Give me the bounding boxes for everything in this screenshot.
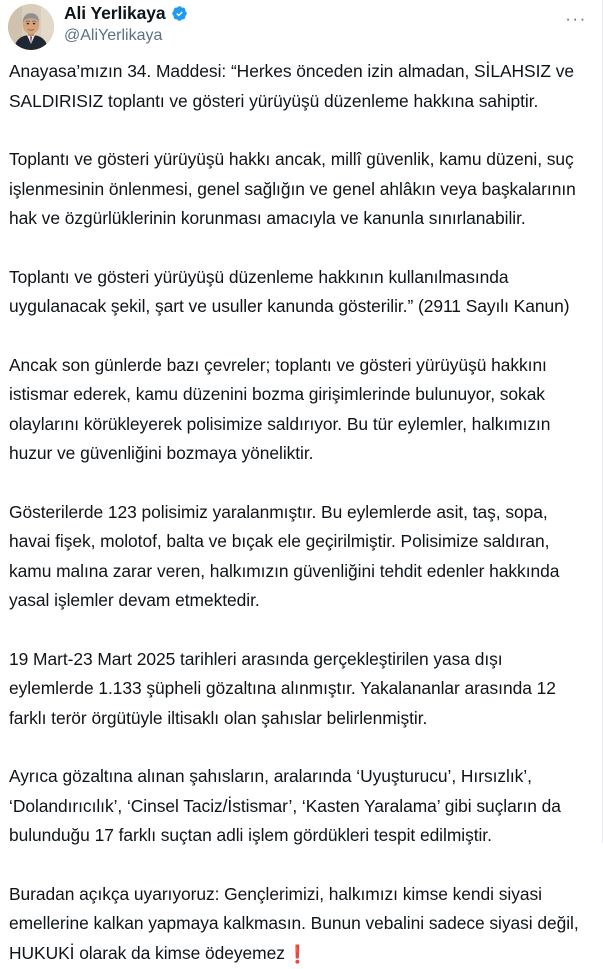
tweet-paragraph-final xyxy=(9,880,588,969)
paragraph-spacer xyxy=(9,234,588,263)
paragraph-spacer xyxy=(9,116,588,145)
more-options-label: ··· xyxy=(565,10,586,27)
paragraph-spacer xyxy=(9,733,588,762)
tweet-header xyxy=(0,0,602,52)
tweet-text-body xyxy=(0,52,602,968)
tweet-paragraph: Toplantı ve gösteri yürüyüşü düzenleme hakkının kullanılmasında uygulanacak şekil, şart ve usuller kanunda gösterilir.” (2911 Sayılı Kanun) xyxy=(9,263,588,322)
paragraph-spacer xyxy=(9,469,588,498)
paragraph-spacer xyxy=(9,851,588,880)
author-handle[interactable]: @AliYerlikaya xyxy=(64,27,188,45)
more-options-icon[interactable] xyxy=(560,4,592,32)
tweet-final-text: Buradan açıkça uyarıyoruz: Gençlerimizi, halkımızı kimse kendi siyasi emellerine kalkan yapmaya kalkmasın. Bunun vebalini sadece siyasi değil, HUKUKİ olarak da kimse ödeyemez xyxy=(9,884,579,963)
tweet-paragraph: Gösterilerde 123 polisimiz yaralanmıştır. Bu eylemlerde asit, taş, sopa, havai fişek, molotof, balta ve bıçak ele geçirilmiştir. Polisimize saldıran, kamu malına zarar veren, halkımızın güvenliğini tehdit edenler hakkında yasal işlemler devam etmektedir. xyxy=(9,498,588,616)
tweet-paragraph: Anayasa’mızın 34. Maddesi: “Herkes önceden izin almadan, SİLAHSIZ ve SALDIRISIZ toplantı ve gösteri yürüyüşü düzenleme hakkına sahiptir. xyxy=(9,52,588,116)
author-name-row[interactable] xyxy=(64,5,188,23)
tweet-paragraph: 19 Mart-23 Mart 2025 tarihleri arasında gerçekleştirilen yasa dışı eylemlerde 1.133 şüpheli gözaltına alınmıştır. Yakalananlar arasında 12 farklı terör örgütüyle iltisaklı olan şahıslar belirlenmiştir. xyxy=(9,645,588,734)
paragraph-spacer xyxy=(9,616,588,645)
tweet-paragraph: Ayrıca gözaltına alınan şahısların, aralarında ‘Uyuşturucu’, Hırsızlık’, ‘Dolandırıcılık’, ‘Cinsel Taciz/İstismar’, ‘Kasten Yaralama’ gibi suçların da bulunduğu 17 farklı suçtan adli işlem gördükleri tespit edilmiştir. xyxy=(9,762,588,851)
tweet-paragraph: Ancak son günlerde bazı çevreler; toplantı ve gösteri yürüyüşü hakkını istismar ederek, kamu düzenini bozma girişimlerinde bulunuyor, sokak olaylarını körükleyerek polisimize saldırıyor. Bu tür eylemler, halkımızın huzur ve güvenliğini bozmaya yöneliktir. xyxy=(9,351,588,469)
tweet-paragraph: Toplantı ve gösteri yürüyüşü hakkı ancak, millî güvenlik, kamu düzeni, suç işlenmesinin önlenmesi, genel sağlığın ve genel ahlâkın veya başkalarının hak ve özgürlüklerinin korunması amacıyla ve kanunla sınırlanabilir. xyxy=(9,145,588,234)
red-exclamation-mark-icon: ❗ xyxy=(287,940,309,969)
verified-badge-icon xyxy=(171,5,188,22)
author-identity xyxy=(64,4,188,45)
author-display-name: Ali Yerlikaya xyxy=(64,5,166,23)
avatar[interactable] xyxy=(8,4,54,50)
paragraph-spacer xyxy=(9,322,588,351)
